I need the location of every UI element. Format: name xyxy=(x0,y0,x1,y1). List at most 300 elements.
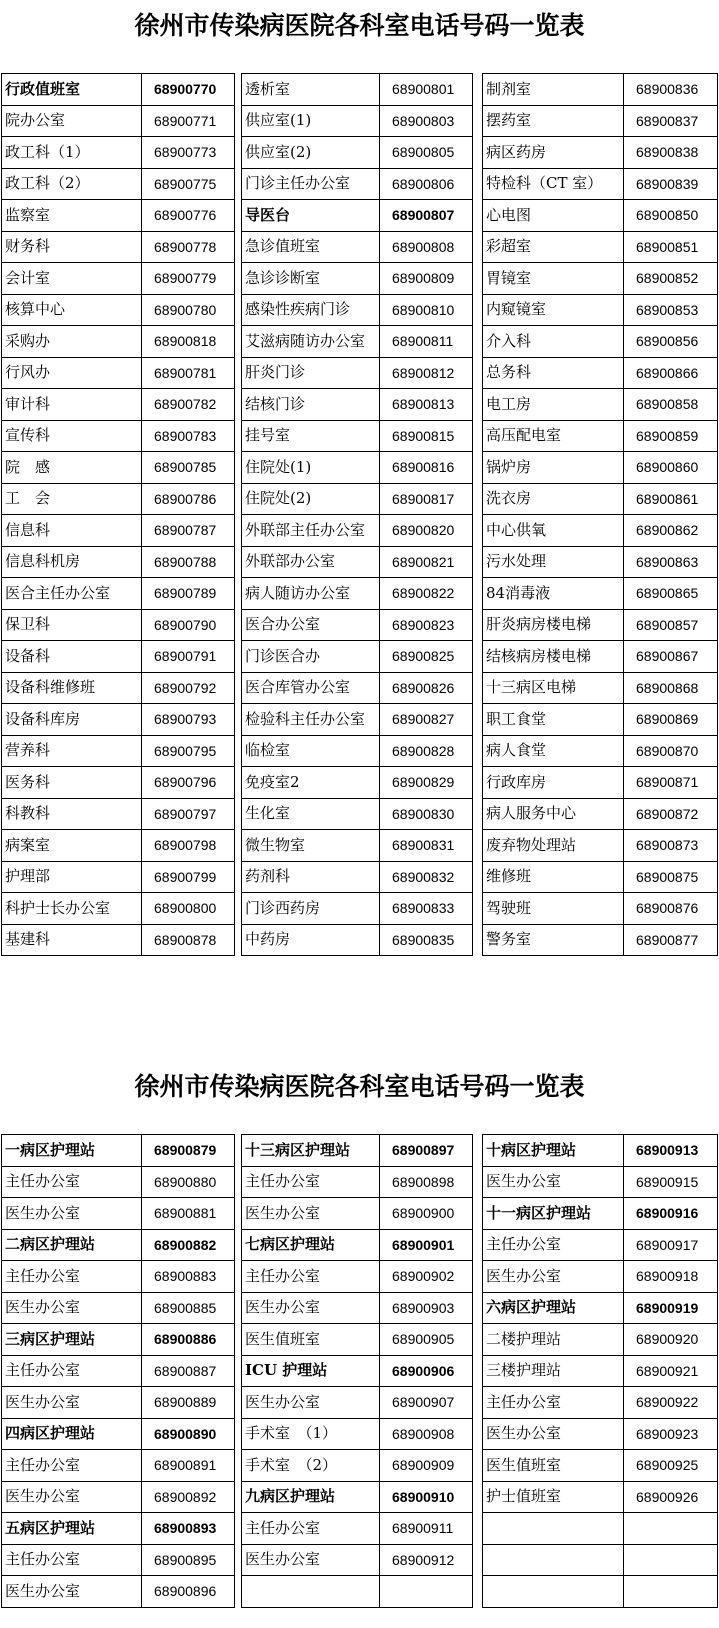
table-row xyxy=(242,641,473,673)
table-row xyxy=(2,546,235,578)
department-name: 供应室(2) xyxy=(242,137,380,169)
department-name: 医合办公室 xyxy=(242,609,380,641)
phone-number: 68900852 xyxy=(624,263,718,295)
phone-number: 68900881 xyxy=(142,1198,235,1230)
table-row xyxy=(242,1261,473,1293)
table-row xyxy=(483,861,718,893)
table-row xyxy=(483,168,718,200)
wards-column-2 xyxy=(241,1134,473,1608)
phone-number: 68900781 xyxy=(142,357,235,389)
phone-number: 68900873 xyxy=(624,830,718,862)
department-name: 五病区护理站 xyxy=(2,1513,142,1545)
phone-number: 68900868 xyxy=(624,672,718,704)
department-name: 院办公室 xyxy=(2,105,142,137)
table-row xyxy=(483,1229,718,1261)
table-row xyxy=(242,1198,473,1230)
department-name: 门诊西药房 xyxy=(242,893,380,925)
department-name: 审计科 xyxy=(2,389,142,421)
phone-number: 68900911 xyxy=(380,1513,473,1545)
table-row xyxy=(483,74,718,106)
department-name: 医生办公室 xyxy=(2,1292,142,1324)
table-row xyxy=(2,515,235,547)
department-name: 医生办公室 xyxy=(483,1418,624,1450)
department-name: 微生物室 xyxy=(242,830,380,862)
department-name xyxy=(242,1576,380,1608)
phone-number: 68900889 xyxy=(142,1387,235,1419)
table-row xyxy=(2,452,235,484)
table-row xyxy=(2,168,235,200)
table-row xyxy=(2,389,235,421)
department-name: 结核病房楼电梯 xyxy=(483,641,624,673)
department-name: 行政值班室 xyxy=(2,74,142,106)
table-row xyxy=(483,105,718,137)
phone-number: 68900798 xyxy=(142,830,235,862)
table-row xyxy=(483,798,718,830)
table-row xyxy=(2,798,235,830)
table-row xyxy=(483,1166,718,1198)
phone-number: 68900869 xyxy=(624,704,718,736)
phone-number: 68900896 xyxy=(142,1576,235,1608)
table-row xyxy=(2,1576,235,1608)
department-name: 信息科 xyxy=(2,515,142,547)
table-row xyxy=(242,1324,473,1356)
department-name: 医生办公室 xyxy=(2,1576,142,1608)
table-row xyxy=(242,263,473,295)
table-row xyxy=(483,830,718,862)
table-row xyxy=(242,357,473,389)
phone-number: 68900912 xyxy=(380,1544,473,1576)
phone-number: 68900866 xyxy=(624,357,718,389)
department-name: 政工科（1） xyxy=(2,137,142,169)
department-name: 病人服务中心 xyxy=(483,798,624,830)
department-name: 科教科 xyxy=(2,798,142,830)
department-name: 监察室 xyxy=(2,200,142,232)
department-name: 临检室 xyxy=(242,735,380,767)
phone-number: 68900782 xyxy=(142,389,235,421)
department-name: 心电图 xyxy=(483,200,624,232)
phone-number: 68900823 xyxy=(380,609,473,641)
department-name: 摆药室 xyxy=(483,105,624,137)
department-name: 设备科库房 xyxy=(2,704,142,736)
directory-column-3 xyxy=(482,73,718,956)
table-row xyxy=(2,1355,235,1387)
department-name: 设备科 xyxy=(2,641,142,673)
department-name: 供应室(1) xyxy=(242,105,380,137)
department-name: 结核门诊 xyxy=(242,389,380,421)
table-row xyxy=(242,1513,473,1545)
table-row xyxy=(242,1292,473,1324)
table-row xyxy=(483,924,718,956)
table-row xyxy=(483,1198,718,1230)
department-name: 总务科 xyxy=(483,357,624,389)
phone-number: 68900786 xyxy=(142,483,235,515)
phone-number: 68900879 xyxy=(142,1135,235,1167)
table-row xyxy=(2,704,235,736)
phone-number: 68900830 xyxy=(380,798,473,830)
department-name: 六病区护理站 xyxy=(483,1292,624,1324)
department-name: 医合主任办公室 xyxy=(2,578,142,610)
phone-number: 68900813 xyxy=(380,389,473,421)
table-row xyxy=(483,1513,718,1545)
table-row xyxy=(2,1292,235,1324)
department-name: 急诊值班室 xyxy=(242,231,380,263)
table-row xyxy=(2,893,235,925)
phone-number: 68900796 xyxy=(142,767,235,799)
phone-number: 68900799 xyxy=(142,861,235,893)
department-name: 制剂室 xyxy=(483,74,624,106)
department-name: 医生办公室 xyxy=(2,1387,142,1419)
wards-column-1 xyxy=(1,1134,235,1608)
department-name: 污水处理 xyxy=(483,546,624,578)
table-row xyxy=(2,1229,235,1261)
phone-number: 68900902 xyxy=(380,1261,473,1293)
department-name: 住院处(1) xyxy=(242,452,380,484)
table-row xyxy=(242,1166,473,1198)
wards-title: 徐州市传染病医院各科室电话号码一览表 xyxy=(134,1072,585,1101)
department-name: 医生办公室 xyxy=(242,1387,380,1419)
department-name: 主任办公室 xyxy=(483,1387,624,1419)
phone-number: 68900910 xyxy=(380,1481,473,1513)
phone-number: 68900920 xyxy=(624,1324,718,1356)
table-row xyxy=(2,483,235,515)
table-row xyxy=(483,200,718,232)
table-row xyxy=(242,546,473,578)
table-row xyxy=(483,294,718,326)
phone-number: 68900788 xyxy=(142,546,235,578)
phone-number: 68900795 xyxy=(142,735,235,767)
table-row xyxy=(483,1387,718,1419)
table-row xyxy=(483,641,718,673)
department-name: 外联部主任办公室 xyxy=(242,515,380,547)
department-name: 三楼护理站 xyxy=(483,1355,624,1387)
table-row xyxy=(2,263,235,295)
table-row xyxy=(483,1355,718,1387)
table-row xyxy=(242,515,473,547)
department-name: 警务室 xyxy=(483,924,624,956)
table-row xyxy=(242,1229,473,1261)
department-name: 核算中心 xyxy=(2,294,142,326)
table-row xyxy=(242,74,473,106)
phone-number: 68900770 xyxy=(142,74,235,106)
department-name: 生化室 xyxy=(242,798,380,830)
phone-number: 68900835 xyxy=(380,924,473,956)
wards-column-3 xyxy=(482,1134,718,1608)
table-row xyxy=(483,1481,718,1513)
department-name: 检验科主任办公室 xyxy=(242,704,380,736)
department-name: 病人食堂 xyxy=(483,735,624,767)
table-row xyxy=(242,105,473,137)
table-row xyxy=(483,578,718,610)
table-row xyxy=(2,326,235,358)
department-name: 病人随访办公室 xyxy=(242,578,380,610)
phone-number: 68900839 xyxy=(624,168,718,200)
table-row xyxy=(2,294,235,326)
phone-number: 68900791 xyxy=(142,641,235,673)
department-name: 医生办公室 xyxy=(242,1544,380,1576)
table-row xyxy=(2,1166,235,1198)
department-name: 锅炉房 xyxy=(483,452,624,484)
department-name xyxy=(483,1513,624,1545)
department-name: 外联部办公室 xyxy=(242,546,380,578)
department-name: 感染性疾病门诊 xyxy=(242,294,380,326)
table-row xyxy=(2,357,235,389)
directory-column-2 xyxy=(241,73,473,956)
phone-number: 68900861 xyxy=(624,483,718,515)
table-row xyxy=(242,200,473,232)
table-row xyxy=(483,704,718,736)
table-row xyxy=(483,1576,718,1608)
phone-number: 68900926 xyxy=(624,1481,718,1513)
department-name: 艾滋病随访办公室 xyxy=(242,326,380,358)
table-row xyxy=(242,861,473,893)
department-name: 二病区护理站 xyxy=(2,1229,142,1261)
table-row xyxy=(483,137,718,169)
department-name: 84消毒液 xyxy=(483,578,624,610)
table-row xyxy=(2,231,235,263)
department-name: 介入科 xyxy=(483,326,624,358)
department-name: 政工科（2） xyxy=(2,168,142,200)
phone-number: 68900853 xyxy=(624,294,718,326)
phone-number: 68900915 xyxy=(624,1166,718,1198)
department-name: 挂号室 xyxy=(242,420,380,452)
department-name: 中药房 xyxy=(242,924,380,956)
table-row xyxy=(483,357,718,389)
department-name: 医生值班室 xyxy=(483,1450,624,1482)
table-row xyxy=(242,578,473,610)
department-name: 洗衣房 xyxy=(483,483,624,515)
table-row xyxy=(242,1450,473,1482)
department-name: 主任办公室 xyxy=(242,1166,380,1198)
table-row xyxy=(242,483,473,515)
table-row xyxy=(242,420,473,452)
table-row xyxy=(242,1135,473,1167)
phone-number: 68900828 xyxy=(380,735,473,767)
phone-number: 68900913 xyxy=(624,1135,718,1167)
department-name: 肝炎病房楼电梯 xyxy=(483,609,624,641)
department-name: 导医台 xyxy=(242,200,380,232)
phone-number: 68900909 xyxy=(380,1450,473,1482)
phone-number: 68900779 xyxy=(142,263,235,295)
phone-number: 68900922 xyxy=(624,1387,718,1419)
phone-number: 68900918 xyxy=(624,1261,718,1293)
phone-number: 68900792 xyxy=(142,672,235,704)
phone-number: 68900807 xyxy=(380,200,473,232)
table-row xyxy=(483,326,718,358)
phone-number: 68900880 xyxy=(142,1166,235,1198)
table-row xyxy=(483,1544,718,1576)
table-row xyxy=(483,735,718,767)
department-name: 电工房 xyxy=(483,389,624,421)
phone-number: 68900905 xyxy=(380,1324,473,1356)
department-name: 手术室 （1） xyxy=(242,1418,380,1450)
phone-number: 68900778 xyxy=(142,231,235,263)
table-row xyxy=(483,389,718,421)
table-row xyxy=(2,74,235,106)
table-row xyxy=(483,483,718,515)
table-row xyxy=(242,231,473,263)
department-name: 护士值班室 xyxy=(483,1481,624,1513)
phone-number: 68900820 xyxy=(380,515,473,547)
table-row xyxy=(242,830,473,862)
phone-number: 68900906 xyxy=(380,1355,473,1387)
table-row xyxy=(483,609,718,641)
department-name: 透析室 xyxy=(242,74,380,106)
department-name: 药剂科 xyxy=(242,861,380,893)
phone-number: 68900917 xyxy=(624,1229,718,1261)
department-name: 行政库房 xyxy=(483,767,624,799)
phone-number: 68900883 xyxy=(142,1261,235,1293)
phone-number: 68900826 xyxy=(380,672,473,704)
phone-number: 68900822 xyxy=(380,578,473,610)
table-row xyxy=(242,168,473,200)
table-row xyxy=(483,1450,718,1482)
phone-number: 68900825 xyxy=(380,641,473,673)
directory-title: 徐州市传染病医院各科室电话号码一览表 xyxy=(134,11,585,40)
phone-number: 68900882 xyxy=(142,1229,235,1261)
table-row xyxy=(242,1481,473,1513)
phone-number: 68900831 xyxy=(380,830,473,862)
table-row xyxy=(483,672,718,704)
department-name: 医生值班室 xyxy=(242,1324,380,1356)
phone-number: 68900901 xyxy=(380,1229,473,1261)
table-row xyxy=(483,1135,718,1167)
table-row xyxy=(2,105,235,137)
phone-number xyxy=(624,1544,718,1576)
department-name: 主任办公室 xyxy=(2,1544,142,1576)
table-row xyxy=(242,1387,473,1419)
department-name: 十病区护理站 xyxy=(483,1135,624,1167)
phone-number: 68900827 xyxy=(380,704,473,736)
phone-number: 68900808 xyxy=(380,231,473,263)
phone-number: 68900916 xyxy=(624,1198,718,1230)
phone-number: 68900860 xyxy=(624,452,718,484)
department-name: 特检科（CT 室） xyxy=(483,168,624,200)
table-row xyxy=(2,420,235,452)
department-name xyxy=(483,1544,624,1576)
table-row xyxy=(2,1481,235,1513)
phone-number: 68900858 xyxy=(624,389,718,421)
phone-number: 68900907 xyxy=(380,1387,473,1419)
table-row xyxy=(483,1292,718,1324)
table-row xyxy=(242,735,473,767)
department-name: 门诊主任办公室 xyxy=(242,168,380,200)
phone-number: 68900801 xyxy=(380,74,473,106)
table-row xyxy=(2,735,235,767)
phone-number: 68900816 xyxy=(380,452,473,484)
phone-number: 68900851 xyxy=(624,231,718,263)
phone-number: 68900872 xyxy=(624,798,718,830)
table-row xyxy=(483,231,718,263)
department-name: 九病区护理站 xyxy=(242,1481,380,1513)
table-row xyxy=(483,546,718,578)
phone-number: 68900837 xyxy=(624,105,718,137)
phone-number: 68900890 xyxy=(142,1418,235,1450)
phone-number: 68900787 xyxy=(142,515,235,547)
phone-number: 68900815 xyxy=(380,420,473,452)
department-name: 四病区护理站 xyxy=(2,1418,142,1450)
phone-number: 68900870 xyxy=(624,735,718,767)
table-row xyxy=(483,1324,718,1356)
phone-number: 68900818 xyxy=(142,326,235,358)
department-name: 护理部 xyxy=(2,861,142,893)
department-name: 十三病区电梯 xyxy=(483,672,624,704)
phone-number: 68900908 xyxy=(380,1418,473,1450)
phone-number: 68900871 xyxy=(624,767,718,799)
department-name: 营养科 xyxy=(2,735,142,767)
phone-number: 68900789 xyxy=(142,578,235,610)
table-row xyxy=(2,137,235,169)
table-row xyxy=(2,1450,235,1482)
department-name: 内窥镜室 xyxy=(483,294,624,326)
phone-number xyxy=(380,1576,473,1608)
department-name: 主任办公室 xyxy=(483,1229,624,1261)
phone-number: 68900783 xyxy=(142,420,235,452)
table-row xyxy=(2,578,235,610)
department-name: 会计室 xyxy=(2,263,142,295)
phone-number: 68900867 xyxy=(624,641,718,673)
phone-number xyxy=(624,1576,718,1608)
department-name: 高压配电室 xyxy=(483,420,624,452)
phone-number: 68900785 xyxy=(142,452,235,484)
table-row xyxy=(2,1261,235,1293)
phone-number: 68900800 xyxy=(142,893,235,925)
phone-number: 68900898 xyxy=(380,1166,473,1198)
phone-number: 68900875 xyxy=(624,861,718,893)
phone-number: 68900793 xyxy=(142,704,235,736)
department-name: 彩超室 xyxy=(483,231,624,263)
department-name: 二楼护理站 xyxy=(483,1324,624,1356)
department-name: 病案室 xyxy=(2,830,142,862)
phone-number: 68900895 xyxy=(142,1544,235,1576)
table-row xyxy=(242,924,473,956)
table-row xyxy=(483,1261,718,1293)
phone-number: 68900862 xyxy=(624,515,718,547)
directory-column-1 xyxy=(1,73,235,956)
phone-number: 68900773 xyxy=(142,137,235,169)
department-name: 主任办公室 xyxy=(2,1450,142,1482)
table-row xyxy=(2,924,235,956)
department-name: 医生办公室 xyxy=(2,1481,142,1513)
phone-number: 68900897 xyxy=(380,1135,473,1167)
department-name: 维修班 xyxy=(483,861,624,893)
phone-number: 68900903 xyxy=(380,1292,473,1324)
phone-number: 68900886 xyxy=(142,1324,235,1356)
department-name: 医生办公室 xyxy=(483,1261,624,1293)
table-row xyxy=(242,767,473,799)
phone-number: 68900829 xyxy=(380,767,473,799)
table-row xyxy=(242,893,473,925)
table-row xyxy=(2,1418,235,1450)
phone-number: 68900771 xyxy=(142,105,235,137)
phone-number xyxy=(624,1513,718,1545)
phone-number: 68900893 xyxy=(142,1513,235,1545)
table-row xyxy=(2,1544,235,1576)
phone-number: 68900821 xyxy=(380,546,473,578)
table-row xyxy=(242,672,473,704)
table-row xyxy=(2,861,235,893)
table-row xyxy=(242,704,473,736)
department-name: 基建科 xyxy=(2,924,142,956)
department-name: 行风办 xyxy=(2,357,142,389)
table-row xyxy=(2,609,235,641)
department-name: 主任办公室 xyxy=(2,1166,142,1198)
phone-number: 68900817 xyxy=(380,483,473,515)
department-name: 医生办公室 xyxy=(483,1166,624,1198)
department-name: 七病区护理站 xyxy=(242,1229,380,1261)
department-name: 住院处(2) xyxy=(242,483,380,515)
department-name: 一病区护理站 xyxy=(2,1135,142,1167)
department-name: 门诊医合办 xyxy=(242,641,380,673)
